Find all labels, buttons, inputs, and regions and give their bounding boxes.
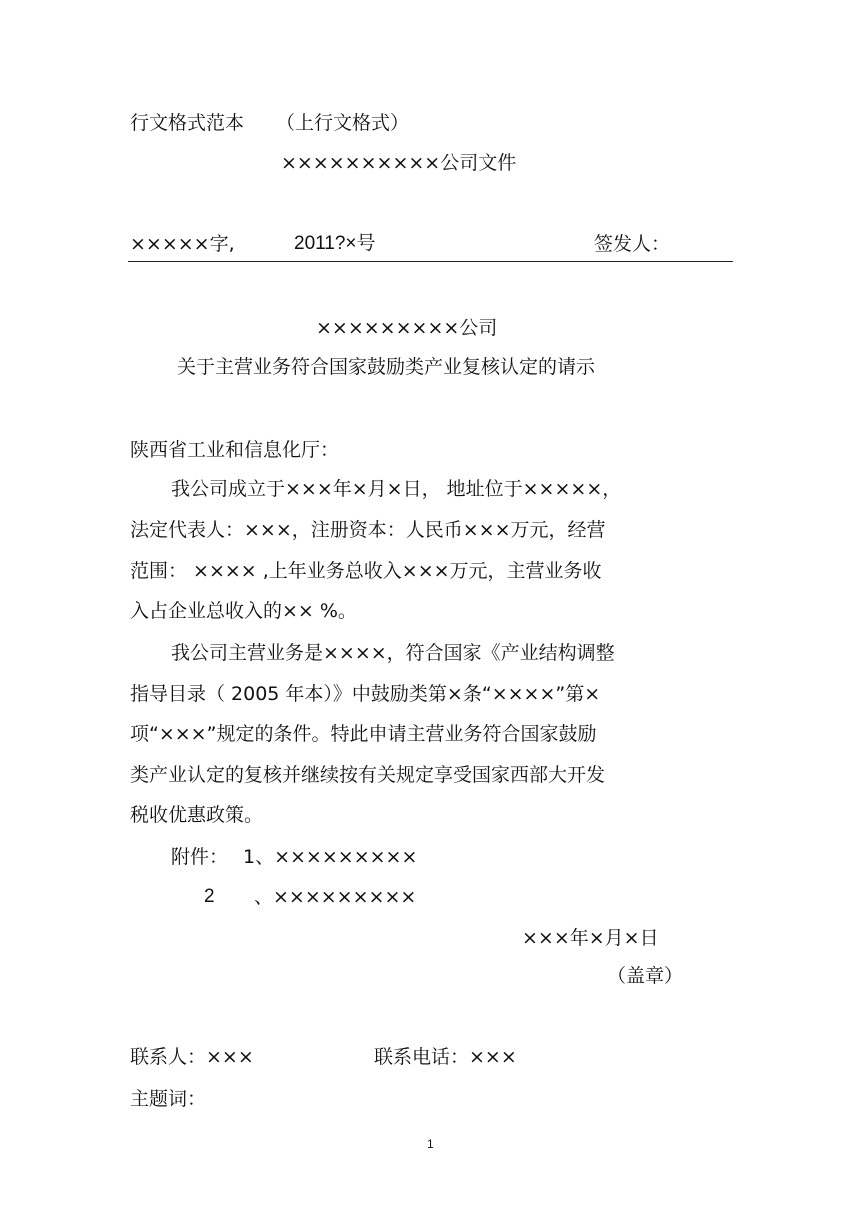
paragraph-line: 入占企业总收入的×× %。 (130, 600, 357, 622)
contact-phone: 联系电话：××× (374, 1046, 517, 1068)
paragraph-line: 法定代表人：×××，注册资本：人民币×××万元，经营 (130, 519, 606, 541)
document-title: ××××××××××公司文件 (281, 152, 517, 174)
attachment-item-1: 1、××××××××× (243, 846, 418, 868)
contact-person: 联系人：××× (130, 1046, 254, 1068)
paragraph-line: 税收优惠政策。 (130, 804, 264, 826)
signature-date: ×××年×月×日 (522, 927, 659, 949)
paragraph-line: 指导目录（ 2005 年本）》中鼓励类第×条“××××”第× (130, 683, 601, 705)
signature-seal: （盖章） (607, 965, 684, 987)
format-note: （上行文格式） (276, 112, 410, 134)
keywords-label: 主题词： (130, 1088, 207, 1110)
attachments-label: 附件： (171, 846, 229, 868)
format-label: 行文格式范本 (130, 112, 245, 134)
signer-label: 签发人： (594, 233, 671, 255)
paragraph-line: 范围： ×××× ,上年业务总收入×××万元，主营业务收 (130, 560, 602, 582)
attachment-item-2-number: 2 (204, 886, 215, 907)
paragraph-line: 我公司成立于×××年×月×日， 地址位于×××××， (171, 478, 622, 500)
page-number: 1 (427, 1137, 434, 1151)
paragraph-line: 我公司主营业务是××××，符合国家《产业结构调整 (171, 642, 615, 664)
document-prefix: ×××××字, (130, 233, 235, 255)
paragraph-line: 类产业认定的复核并继续按有关规定享受国家西部大开发 (130, 764, 606, 786)
document-number: 2011?×号 (294, 233, 376, 254)
attachment-item-2: 、××××××××× (254, 886, 417, 908)
header-divider (128, 261, 733, 262)
paragraph-line: 项“×××”规定的条件。特此申请主营业务符合国家鼓励 (130, 723, 597, 745)
recipient: 陕西省工业和信息化厅： (130, 439, 340, 461)
subject-company: ×××××××××公司 (316, 317, 498, 339)
subject-title: 关于主营业务符合国家鼓励类产业复核认定的请示 (177, 356, 596, 378)
